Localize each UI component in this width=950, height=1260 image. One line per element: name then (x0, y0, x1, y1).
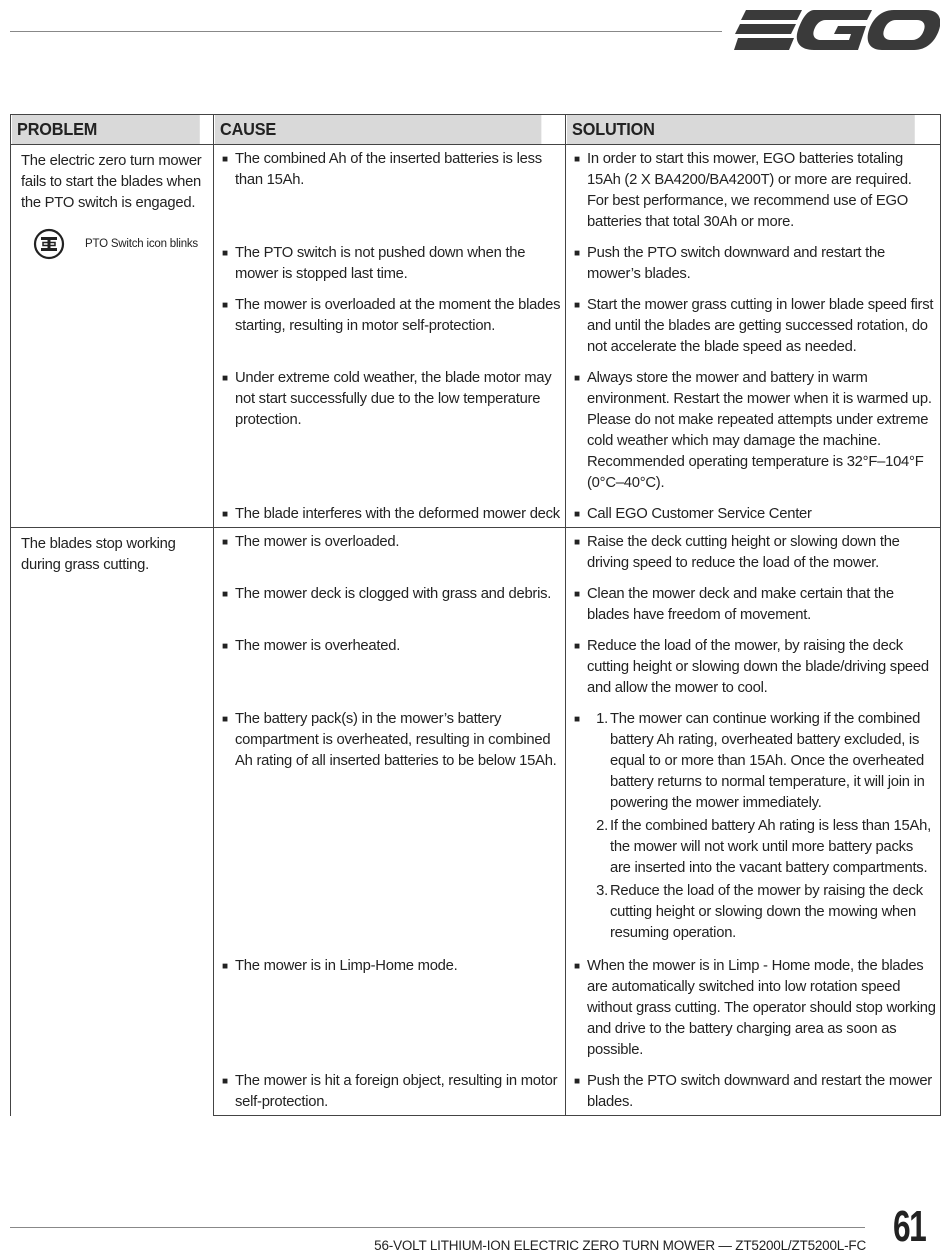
pto-switch-icon (33, 228, 65, 260)
problem-cell (11, 528, 214, 1116)
footer-product-title: 56-VOLT LITHIUM-ION ELECTRIC ZERO TURN MOWER — ZT5200L/ZT5200L-FC (374, 1238, 866, 1253)
cause-text: The PTO switch is not pushed down when the mower is stopped last time. (235, 245, 526, 282)
cause-text: The blade interferes with the deformed mower deck (235, 506, 560, 522)
list-number: 3. (596, 883, 608, 899)
solution-cell (566, 580, 941, 632)
list-number: 1. (596, 711, 608, 727)
solution-text: Push the PTO switch downward and restart the mower blades. (587, 1073, 932, 1110)
header-problem: PROBLEM (11, 115, 200, 145)
square-bullet-icon: ■ (222, 714, 228, 725)
square-bullet-icon: ■ (222, 300, 228, 311)
square-bullet-icon: ■ (574, 641, 580, 652)
square-bullet-icon: ■ (574, 714, 580, 725)
page-number: 61 (893, 1202, 926, 1251)
square-bullet-icon: ■ (222, 154, 228, 165)
square-bullet-icon: ■ (222, 537, 228, 548)
solution-cell (566, 291, 941, 364)
troubleshooting-table (10, 114, 941, 1116)
problem-cell (11, 145, 214, 528)
cause-cell (214, 528, 566, 581)
cause-text: The combined Ah of the inserted batteries is less than 15Ah. (235, 151, 542, 188)
solution-text: Clean the mower deck and make certain that the blades have freedom of movement. (587, 586, 894, 623)
problem-text: The electric zero turn mower fails to start the blades when the PTO switch is engaged. (21, 153, 202, 211)
square-bullet-icon: ■ (222, 641, 228, 652)
solution-text: Start the mower grass cutting in lower blade speed first and until the blades are getting successed rotation, do not accelerate the blade speed as needed. (587, 297, 934, 355)
solution-cell (566, 952, 941, 1067)
solution-text: Always store the mower and battery in warm environment. Restart the mower when it is warmed up. Please do not make repeated attempts under extreme cold weather which may damage the machine. Recommended operating temperature is 32°F–104°F (0°C–40°C). (587, 370, 932, 491)
cause-text: The mower is overloaded. (235, 534, 400, 550)
square-bullet-icon: ■ (574, 589, 580, 600)
cause-cell (214, 145, 566, 240)
cause-text: The battery pack(s) in the mower’s battery compartment is overheated, resulting in combined Ah rating of all inserted batteries to be below 15Ah. (235, 711, 557, 769)
cause-cell (214, 291, 566, 364)
square-bullet-icon: ■ (574, 154, 580, 165)
list-item: Reduce the load of the mower by raising the deck cutting height or slowing down the mowing when resuming operation. (610, 883, 923, 941)
cause-cell (214, 239, 566, 291)
solution-cell (566, 145, 941, 240)
list-item: The mower can continue working if the combined battery Ah rating, overheated battery excluded, is equal to or more than 15Ah. Once the overheated battery returns to normal temperature, it will join in powering the mower immediately. (610, 711, 925, 811)
cause-text: The mower is in Limp-Home mode. (235, 958, 458, 974)
cause-cell (214, 632, 566, 705)
table-row (11, 145, 941, 240)
square-bullet-icon: ■ (574, 1076, 580, 1087)
solution-cell (566, 500, 941, 528)
square-bullet-icon: ■ (222, 373, 228, 384)
solution-cell (566, 632, 941, 705)
square-bullet-icon: ■ (222, 961, 228, 972)
problem-text: The blades stop working during grass cutting. (21, 536, 176, 573)
table-header-row (11, 115, 941, 145)
cause-cell (214, 500, 566, 528)
square-bullet-icon: ■ (222, 589, 228, 600)
numbered-solution-list (566, 705, 940, 952)
cause-cell (214, 952, 566, 1067)
ego-logo (734, 6, 940, 56)
square-bullet-icon: ■ (222, 248, 228, 259)
solution-cell (566, 364, 941, 500)
cause-cell (214, 364, 566, 500)
solution-text: When the mower is in Limp - Home mode, the blades are automatically switched into low rotation speed without grass cutting. The operator should stop working and drive to the battery charging area as soon as possible. (587, 958, 936, 1058)
pto-caption: PTO Switch icon blinks (85, 237, 198, 250)
header-solution: SOLUTION (566, 115, 915, 145)
list-number: 2. (596, 818, 608, 834)
cause-cell (214, 580, 566, 632)
cause-cell (214, 705, 566, 952)
list-item: If the combined battery Ah rating is less than 15Ah, the mower will not work until more battery packs are inserted into the vacant battery compartments. (610, 818, 931, 876)
square-bullet-icon: ■ (574, 509, 580, 520)
solution-text: In order to start this mower, EGO batteries totaling 15Ah (2 X BA4200/BA4200T) or more are required. For best performance, we recommend use of EGO batteries that total 30Ah or more. (587, 151, 912, 230)
solution-text: Push the PTO switch downward and restart the mower’s blades. (587, 245, 885, 282)
square-bullet-icon: ■ (574, 300, 580, 311)
solution-text: Call EGO Customer Service Center (587, 506, 812, 522)
square-bullet-icon: ■ (574, 961, 580, 972)
solution-text: Raise the deck cutting height or slowing down the driving speed to reduce the load of the mower. (587, 534, 900, 571)
solution-cell (566, 239, 941, 291)
header-rule (10, 31, 722, 32)
cause-text: The mower is overloaded at the moment the blades starting, resulting in motor self-protection. (235, 297, 561, 334)
solution-cell (566, 705, 941, 952)
cause-cell (214, 1067, 566, 1116)
solution-cell (566, 528, 941, 581)
footer-rule (10, 1227, 865, 1228)
square-bullet-icon: ■ (222, 509, 228, 520)
pto-indicator (33, 228, 205, 260)
square-bullet-icon: ■ (574, 373, 580, 384)
cause-text: The mower is hit a foreign object, resulting in motor self-protection. (235, 1073, 558, 1110)
solution-text: Reduce the load of the mower, by raising the deck cutting height or slowing down the blade/driving speed and allow the mower to cool. (587, 638, 929, 696)
cause-text: Under extreme cold weather, the blade motor may not start successfully due to the low temperature protection. (235, 370, 552, 428)
square-bullet-icon: ■ (574, 248, 580, 259)
solution-cell (566, 1067, 941, 1116)
square-bullet-icon: ■ (222, 1076, 228, 1087)
table-row (11, 528, 941, 581)
square-bullet-icon: ■ (574, 537, 580, 548)
cause-text: The mower is overheated. (235, 638, 401, 654)
cause-text: The mower deck is clogged with grass and debris. (235, 586, 552, 602)
header-cause: CAUSE (214, 115, 541, 145)
